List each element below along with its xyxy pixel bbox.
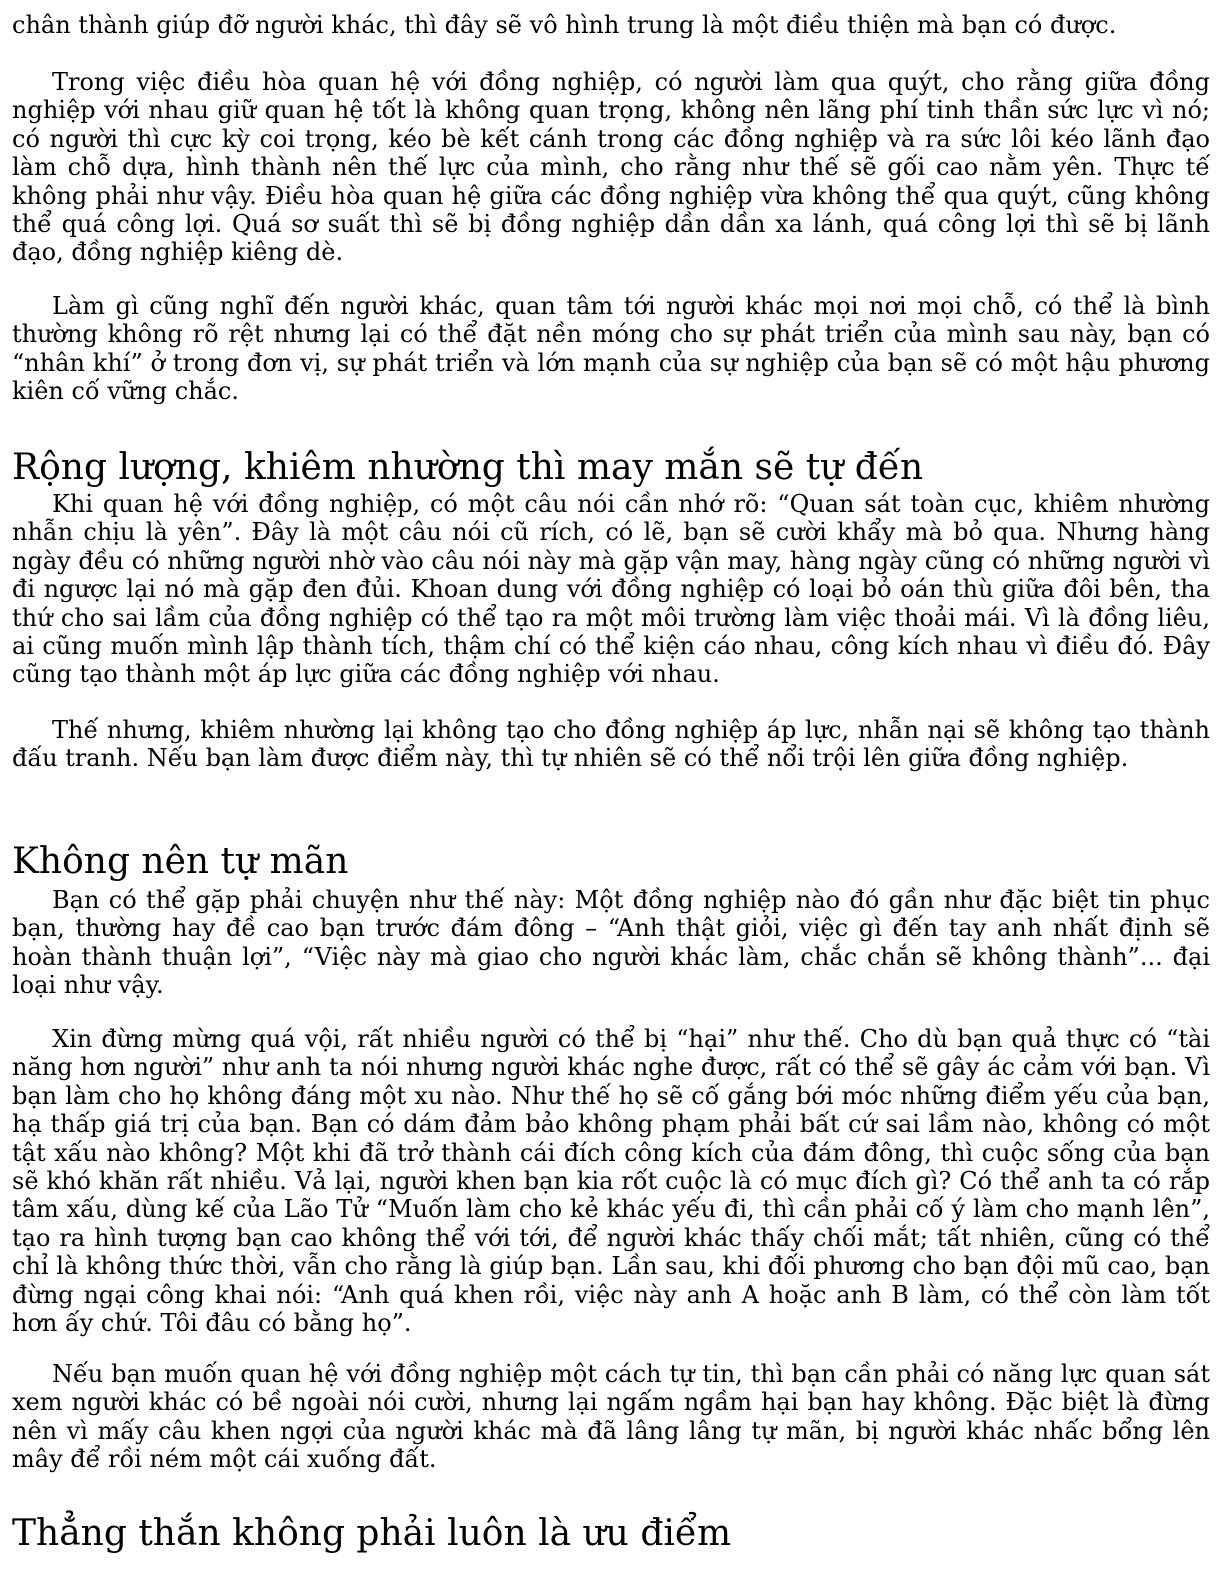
paragraph-confidence: Nếu bạn muốn quan hệ với đồng nghiệp một cách tự tin, thì bạn cần phải có năng lực quan sát xem người khác có bề ngoài nói cười, nhưng lại ngấm ngầm hại bạn hay không. Đặc biệt là đừng nên vì mấy câu khen ngợi của người khác mà đã lâng lâng tự mãn, bị người khác nhấc bổng lên mây để rồi ném một cái xuống đất. [12,1360,1210,1474]
paragraph-consider-others: Làm gì cũng nghĩ đến người khác, quan tâm tới người khác mọi nơi mọi chỗ, có thể là bình thường không rõ rệt nhưng lại có thể đặt nền móng cho sự phát triển của mình sau này, bạn có “nhân khí” ở trong đơn vị, sự phát triển và lớn mạnh của sự nghiệp của bạn sẽ có một hậu phương kiên cố vững chắc. [12,292,1210,406]
section-heading-frankness: Thẳng thắn không phải luôn là ưu điểm [12,1513,732,1554]
paragraph-praise-example: Bạn có thể gặp phải chuyện như thế này: Một đồng nghiệp nào đó gần như đặc biệt tin phục bạn, thường hay đề cao bạn trước đám đông – “Anh thật giỏi, việc gì đến tay anh nhất định sẽ hoàn thành thuận lợi”, “Việc này mà giao cho người khác làm, chắc chắn sẽ không thành”... đại loại như vậy. [12,886,1210,1000]
paragraph-coworker-relations: Trong việc điều hòa quan hệ với đồng nghiệp, có người làm qua quýt, cho rằng giữa đồng nghiệp với nhau giữ quan hệ tốt là không quan trọng, không nên lãng phí tinh thần sức lực vì nó; có người thì cực kỳ coi trọng, kéo bè kết cánh trong các đồng nghiệp và ra sức lôi kéo lãnh đạo làm chỗ dựa, hình thành nên thế lực của mình, cho rằng như thế sẽ gối cao nằm yên. Thực tế không phải như vậy. Điều hòa quan hệ giữa các đồng nghiệp vừa không thể qua quýt, cũng không thể quá công lợi. Quá sơ suất thì sẽ bị đồng nghiệp dần dần xa lánh, quá công lợi thì sẽ bị lãnh đạo, đồng nghiệp kiêng dè. [12,68,1210,267]
paragraph-praise-danger: Xin đừng mừng quá vội, rất nhiều người có thể bị “hại” như thế. Cho dù bạn quả thực có “tài năng hơn người” như anh ta nói nhưng người khác nghe được, rất có thể sẽ gây ác cảm với bạn. Vì bạn làm cho họ không đáng một xu nào. Như thế họ sẽ cố gắng bới móc những điểm yếu của bạn, hạ thấp giá trị của bạn. Bạn có dám đảm bảo không phạm phải bất cứ sai lầm nào, không có một tật xấu nào không? Một khi đã trở thành cái đích công kích của đám đông, thì cuộc sống của bạn sẽ khó khăn rất nhiều. Vả lại, người khen bạn kia rốt cuộc là có mục đích gì? Có thể anh ta có rắp tâm xấu, dùng kế của Lão Tử “Muốn làm cho kẻ khác yếu đi, thì cần phải cố ý làm cho mạnh lên”, tạo ra hình tượng bạn cao không thể với tới, để người khác thấy chối mắt; tất nhiên, cũng có thể chỉ là không thức thời, vẫn cho rằng là giúp bạn. Lần sau, khi đối phương cho bạn đội mũ cao, bạn đừng ngại công khai nói: “Anh quá khen rồi, việc này anh A hoặc anh B làm, có thể còn làm tốt hơn ấy chứ. Tôi đâu có bằng họ”. [12,1025,1210,1338]
paragraph-humility: Thế nhưng, khiêm nhường lại không tạo cho đồng nghiệp áp lực, nhẫn nại sẽ không tạo thành đấu tranh. Nếu bạn làm được điểm này, thì tự nhiên sẽ có thể nổi trội lên giữa đồng nghiệp. [12,716,1210,773]
section-heading-generosity: Rộng lượng, khiêm nhường thì may mắn sẽ tự đến [12,447,924,488]
paragraph-continuation: chân thành giúp đỡ người khác, thì đây sẽ vô hình trung là một điều thiện mà bạn có được. [12,11,1117,39]
section-heading-no-complacency: Không nên tự mãn [12,841,349,882]
paragraph-tolerance: Khi quan hệ với đồng nghiệp, có một câu nói cần nhớ rõ: “Quan sát toàn cục, khiêm nhường nhẫn chịu là yên”. Đây là một câu nói cũ rích, có lẽ, bạn sẽ cười khẩy mà bỏ qua. Nhưng hàng ngày đều có những người nhờ vào câu nói này mà gặp vận may, hàng ngày cũng có những người vì đi ngược lại nó mà gặp đen đủi. Khoan dung với đồng nghiệp có loại bỏ oán thù giữa đôi bên, tha thứ cho sai lầm của đồng nghiệp có thể tạo ra một môi trường làm việc thoải mái. Vì là đồng liêu, ai cũng muốn mình lập thành tích, thậm chí có thể kiện cáo nhau, công kích nhau vì điều đó. Đây cũng tạo thành một áp lực giữa các đồng nghiệp với nhau. [12,490,1210,689]
